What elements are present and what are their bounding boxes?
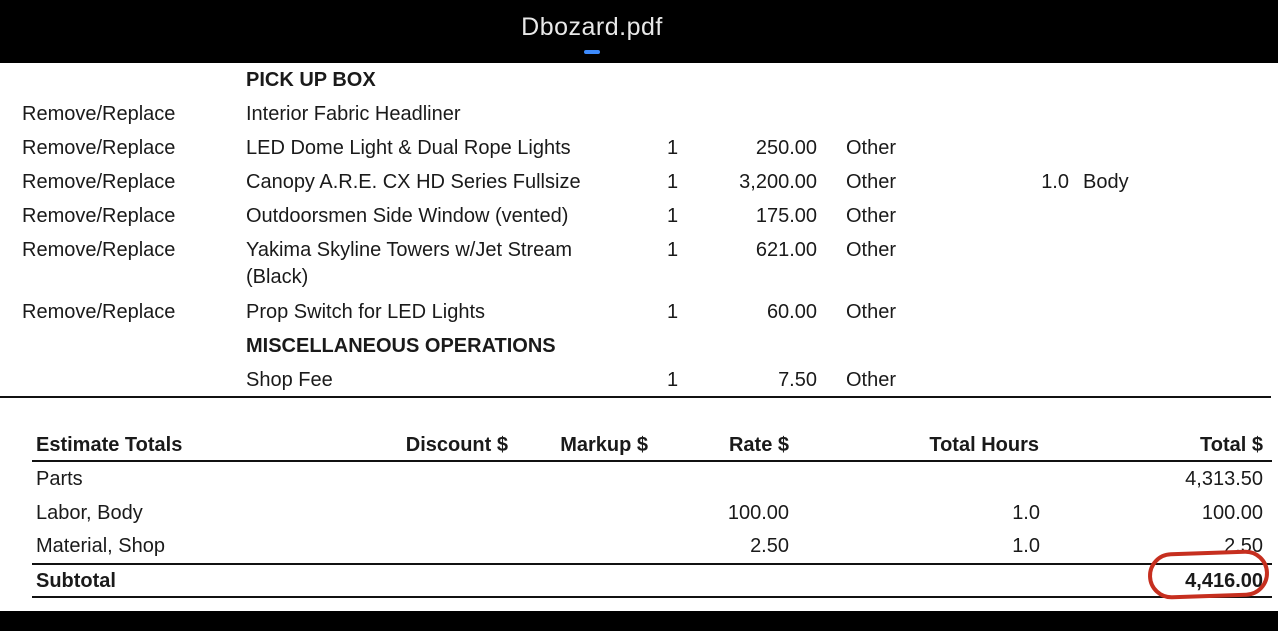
line-price: 175.00: [755, 205, 817, 227]
line-price: 7.50: [778, 369, 817, 391]
line-qty: 1: [667, 137, 679, 159]
totals-row-total: 100.00: [1201, 502, 1263, 524]
line-price: 3,200.00: [739, 171, 817, 193]
line-operation: Remove/Replace: [22, 301, 176, 323]
totals-row-rate: 2.50: [750, 535, 789, 557]
line-description: Prop Switch for LED Lights: [246, 301, 485, 323]
line-labor-type: Body: [1083, 171, 1129, 193]
totals-row-total: 2.50: [1224, 535, 1263, 557]
line-qty: 1: [667, 369, 679, 391]
page-indicator: [584, 50, 600, 54]
totals-header-discount: Discount $: [405, 434, 508, 456]
handwritten-circle-annotation: [1147, 549, 1270, 600]
totals-header-total: Total $: [1200, 434, 1263, 456]
line-description: Shop Fee: [246, 369, 333, 391]
line-type: Other: [846, 239, 897, 261]
line-qty: 1: [667, 239, 679, 261]
line-type: Other: [846, 369, 897, 391]
line-price: 60.00: [766, 301, 817, 323]
line-price: 250.00: [755, 137, 817, 159]
line-price: 621.00: [755, 239, 817, 261]
line-qty: 1: [667, 171, 679, 193]
line-operation: Remove/Replace: [22, 171, 176, 193]
totals-header-rule: [32, 460, 1272, 462]
totals-header-rate: Rate $: [728, 434, 789, 456]
line-description: Yakima Skyline Towers w/Jet Stream: [246, 239, 573, 261]
line-qty: 1: [667, 301, 679, 323]
line-operation: Remove/Replace: [22, 137, 176, 159]
line-description: Canopy A.R.E. CX HD Series Fullsize: [246, 171, 581, 193]
totals-row-hours: 1.0: [1012, 502, 1040, 524]
section-heading: PICK UP BOX: [246, 69, 376, 91]
totals-row-label: Material, Shop: [36, 535, 165, 557]
subtotal-bottom-rule: [32, 596, 1272, 598]
line-description: LED Dome Light & Dual Rope Lights: [246, 137, 571, 159]
totals-row-rate: 100.00: [727, 502, 789, 524]
line-type: Other: [846, 171, 897, 193]
line-description: Outdoorsmen Side Window (vented): [246, 205, 569, 227]
subtotal-total: 4,416.00: [1185, 570, 1263, 592]
viewer-title-bar: [0, 0, 1278, 63]
line-qty: 1: [667, 205, 679, 227]
line-operation: Remove/Replace: [22, 205, 176, 227]
totals-row-hours: 1.0: [1012, 535, 1040, 557]
subtotal-label: Subtotal: [36, 570, 116, 592]
line-type: Other: [846, 301, 897, 323]
line-description-continued: (Black): [246, 266, 309, 288]
line-labor-hours: 1.0: [1041, 171, 1069, 193]
line-description: Interior Fabric Headliner: [246, 103, 461, 125]
totals-header-markup: Markup $: [560, 434, 648, 456]
totals-header-hours: Total Hours: [929, 434, 1039, 456]
line-type: Other: [846, 137, 897, 159]
totals-row-total: 4,313.50: [1185, 468, 1263, 490]
section-divider: [0, 396, 1271, 398]
line-operation: Remove/Replace: [22, 103, 176, 125]
line-operation: Remove/Replace: [22, 239, 176, 261]
document-title: Dbozard.pdf: [521, 13, 663, 41]
document-page: [0, 63, 1278, 611]
line-type: Other: [846, 205, 897, 227]
totals-header-label: Estimate Totals: [36, 434, 183, 456]
subtotal-top-rule: [32, 563, 1272, 565]
viewer-bottom-bar: [0, 611, 1278, 631]
totals-row-label: Labor, Body: [36, 502, 143, 524]
totals-row-label: Parts: [36, 468, 83, 490]
section-heading: MISCELLANEOUS OPERATIONS: [246, 335, 556, 357]
